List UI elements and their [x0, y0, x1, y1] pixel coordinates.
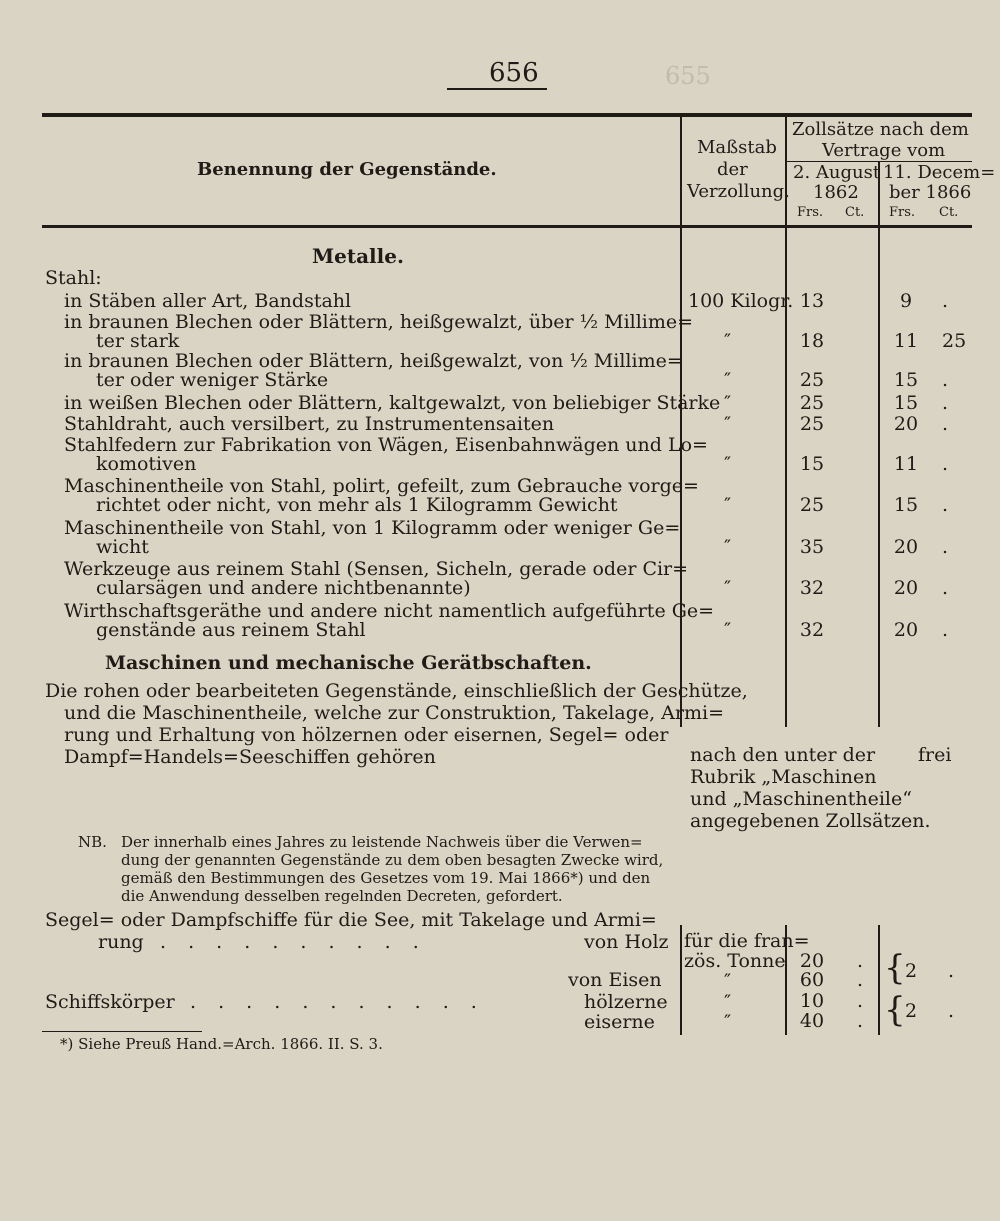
maschinen-text-2: und die Maschinentheile, welche zur Construktion, Takelage, Armi=	[64, 702, 724, 724]
row-frs-1862: 35	[799, 536, 825, 558]
ship-ct: .	[857, 969, 864, 991]
row-ct-1866: .	[942, 369, 949, 391]
row-label: Maschinentheile von Stahl, von 1 Kilogramm oder weniger Ge=	[64, 517, 681, 539]
row-ct-1866: .	[942, 290, 949, 312]
row-unit: ″	[724, 413, 732, 435]
header-rates-2: Vertrage vom	[822, 140, 946, 161]
brace-dot-1: .	[948, 960, 955, 982]
header-ct-2: Ct.	[939, 205, 959, 220]
row-ct-1866: .	[942, 577, 949, 599]
section-metalle: Metalle.	[312, 244, 404, 268]
col-rule-1	[680, 117, 682, 727]
stahl-label: Stahl:	[45, 267, 102, 289]
header-unit-3: Verzollung.	[687, 181, 790, 202]
row-ct-1866: .	[942, 413, 949, 435]
row-frs-1862: 13	[799, 290, 825, 312]
segel-line-1: Segel= oder Dampfschiffe für die See, mit Takelage und Armi=	[45, 909, 657, 931]
header-aug-1: 2. August	[793, 162, 881, 183]
row-unit: ″	[724, 453, 732, 475]
segel-line-2: rung	[98, 931, 144, 953]
row-frs-1866: 15	[893, 392, 919, 414]
maschinen-free: frei	[918, 744, 952, 766]
ship-value: 60	[799, 969, 825, 991]
brace-left-1: {	[884, 948, 906, 988]
row-label: Stahldraht, auch versilbert, zu Instrumentensaiten	[64, 413, 555, 435]
unit-tonne-1: für die fran=	[684, 930, 810, 952]
brace-value-1: 2	[905, 960, 918, 982]
nb-text-1: Der innerhalb eines Jahres zu leistende Nachweis über die Verwen=	[121, 833, 643, 851]
row-frs-1862: 25	[799, 413, 825, 435]
nb-text-4: die Anwendung desselben regelnden Decreten, gefordert.	[121, 887, 563, 905]
row-label: Stahlfedern zur Fabrikation von Wägen, Eisenbahnwägen und Lo=	[64, 434, 708, 456]
row-unit: ″	[724, 577, 732, 599]
von-holz: von Holz	[584, 931, 669, 953]
row-frs-1866: 11	[893, 330, 919, 352]
row-unit: ″	[724, 392, 732, 414]
row-unit: 100 Kilogr.	[688, 290, 794, 312]
eiserne: eiserne	[584, 1011, 655, 1033]
row-unit: ″	[724, 369, 732, 391]
row-frs-1866: 20	[893, 619, 919, 641]
header-names: Benennung der Gegenstände.	[197, 159, 497, 180]
page-number: 656	[489, 58, 539, 88]
row-label-cont: ter oder weniger Stärke	[96, 369, 329, 391]
row-label-cont: cularsägen und andere nichtbenannte)	[96, 577, 471, 599]
row-frs-1862: 18	[799, 330, 825, 352]
row-label: in braunen Blechen oder Blättern, heißgewalzt, über ½ Millime=	[64, 311, 694, 333]
col-rule-1b	[680, 925, 682, 1035]
brace-left-2: {	[884, 990, 906, 1030]
header-dec-2: ber 1866	[889, 182, 972, 203]
maschinen-rate-2: Rubrik „Maschinen	[690, 766, 877, 788]
row-unit: ″	[724, 330, 732, 352]
ship-value: 40	[799, 1010, 825, 1032]
maschinen-text-4: Dampf=Handels=Seeschiffen gehören	[64, 746, 436, 768]
row-frs-1862: 15	[799, 453, 825, 475]
header-top-rule	[42, 113, 972, 117]
footnote-rule	[42, 1031, 202, 1032]
hoelzerne: hölzerne	[584, 991, 668, 1013]
ship-ct: .	[857, 950, 864, 972]
row-frs-1862: 32	[799, 577, 825, 599]
ditto-eiserne: ″	[724, 1011, 732, 1033]
row-frs-1862: 32	[799, 619, 825, 641]
maschinen-rate-1: nach den unter der	[690, 744, 876, 766]
row-unit: ″	[724, 536, 732, 558]
maschinen-text-3: rung und Erhaltung von hölzernen oder eisernen, Segel= oder	[64, 724, 669, 746]
header-ct-1: Ct.	[845, 205, 865, 220]
nb-text-3: gemäß den Bestimmungen des Gesetzes vom 19. Mai 1866*) und den	[121, 869, 651, 887]
maschinen-text-1: Die rohen oder bearbeiteten Gegenstände, einschließlich der Geschütze,	[45, 680, 748, 702]
maschinen-rate-4: angegebenen Zollsätzen.	[690, 810, 931, 832]
row-label-cont: genstände aus reinem Stahl	[96, 619, 366, 641]
row-frs-1866: 15	[893, 494, 919, 516]
row-label: Maschinentheile von Stahl, polirt, gefeilt, zum Gebrauche vorge=	[64, 475, 699, 497]
ditto-hoelzerne: ″	[724, 991, 732, 1013]
nb-label: NB.	[78, 833, 107, 851]
von-eisen: von Eisen	[568, 969, 662, 991]
row-label-cont: wicht	[96, 536, 149, 558]
row-label-cont: komotiven	[96, 453, 197, 475]
row-frs-1862: 25	[799, 494, 825, 516]
page-number-rule	[447, 88, 547, 90]
row-label: Wirthschaftsgeräthe und andere nicht namentlich aufgeführte Ge=	[64, 600, 715, 622]
header-rates-1: Zollsätze nach dem	[792, 119, 969, 140]
row-label: in weißen Blechen oder Blättern, kaltgewalzt, von beliebiger Stärke	[64, 392, 721, 414]
row-frs-1866: 20	[893, 577, 919, 599]
row-label: Werkzeuge aus reinem Stahl (Sensen, Sicheln, gerade oder Cir=	[64, 558, 689, 580]
row-frs-1862: 25	[799, 369, 825, 391]
ditto-eisen: ″	[724, 970, 732, 992]
row-label: in Stäben aller Art, Bandstahl	[64, 290, 352, 312]
row-ct-1866: 25	[942, 330, 967, 352]
ship-ct: .	[857, 990, 864, 1012]
header-unit-1: Maßstab	[697, 137, 777, 158]
segel-dots: . . . . . . . . . .	[160, 931, 427, 953]
row-label: in braunen Blechen oder Blättern, heißgewalzt, von ½ Millime=	[64, 350, 683, 372]
header-unit-2: der	[717, 159, 748, 180]
header-bottom-rule	[42, 225, 972, 228]
brace-dot-2: .	[948, 1000, 955, 1022]
row-label-cont: ter stark	[96, 330, 180, 352]
header-aug-2: 1862	[813, 182, 859, 203]
row-ct-1866: .	[942, 453, 949, 475]
ship-value: 10	[799, 990, 825, 1012]
header-frs-1: Frs.	[797, 205, 824, 220]
bleed-page-number: 655	[665, 62, 711, 90]
nb-text-2: dung der genannten Gegenstände zu dem oben besagten Zwecke wird,	[121, 851, 664, 869]
col-rule-3	[878, 162, 880, 727]
header-frs-2: Frs.	[889, 205, 916, 220]
col-rule-3b	[878, 925, 880, 1035]
unit-tonne-2: zös. Tonne	[684, 950, 786, 972]
row-unit: ″	[724, 494, 732, 516]
row-label-cont: richtet oder nicht, von mehr als 1 Kilogramm Gewicht	[96, 494, 618, 516]
brace-value-2: 2	[905, 1000, 918, 1022]
ship-ct: .	[857, 1010, 864, 1032]
row-frs-1866: 9	[899, 290, 913, 312]
footnote: *) Siehe Preuß Hand.=Arch. 1866. II. S. 3.	[60, 1035, 383, 1053]
row-frs-1866: 20	[893, 413, 919, 435]
row-frs-1866: 15	[893, 369, 919, 391]
row-frs-1862: 25	[799, 392, 825, 414]
row-ct-1866: .	[942, 536, 949, 558]
ship-value: 20	[799, 950, 825, 972]
maschinen-rate-3: und „Maschinentheile“	[690, 788, 912, 810]
row-ct-1866: .	[942, 392, 949, 414]
row-ct-1866: .	[942, 494, 949, 516]
row-ct-1866: .	[942, 619, 949, 641]
schiffskoerper-dots: . . . . . . . . . . .	[190, 991, 485, 1013]
section-maschinen: Maschinen und mechanische Gerätbschaften.	[105, 652, 592, 674]
row-frs-1866: 20	[893, 536, 919, 558]
row-frs-1866: 11	[893, 453, 919, 475]
header-dec-1: 11. Decem=	[883, 162, 996, 183]
schiffskoerper-label: Schiffskörper	[45, 991, 175, 1013]
row-unit: ″	[724, 619, 732, 641]
